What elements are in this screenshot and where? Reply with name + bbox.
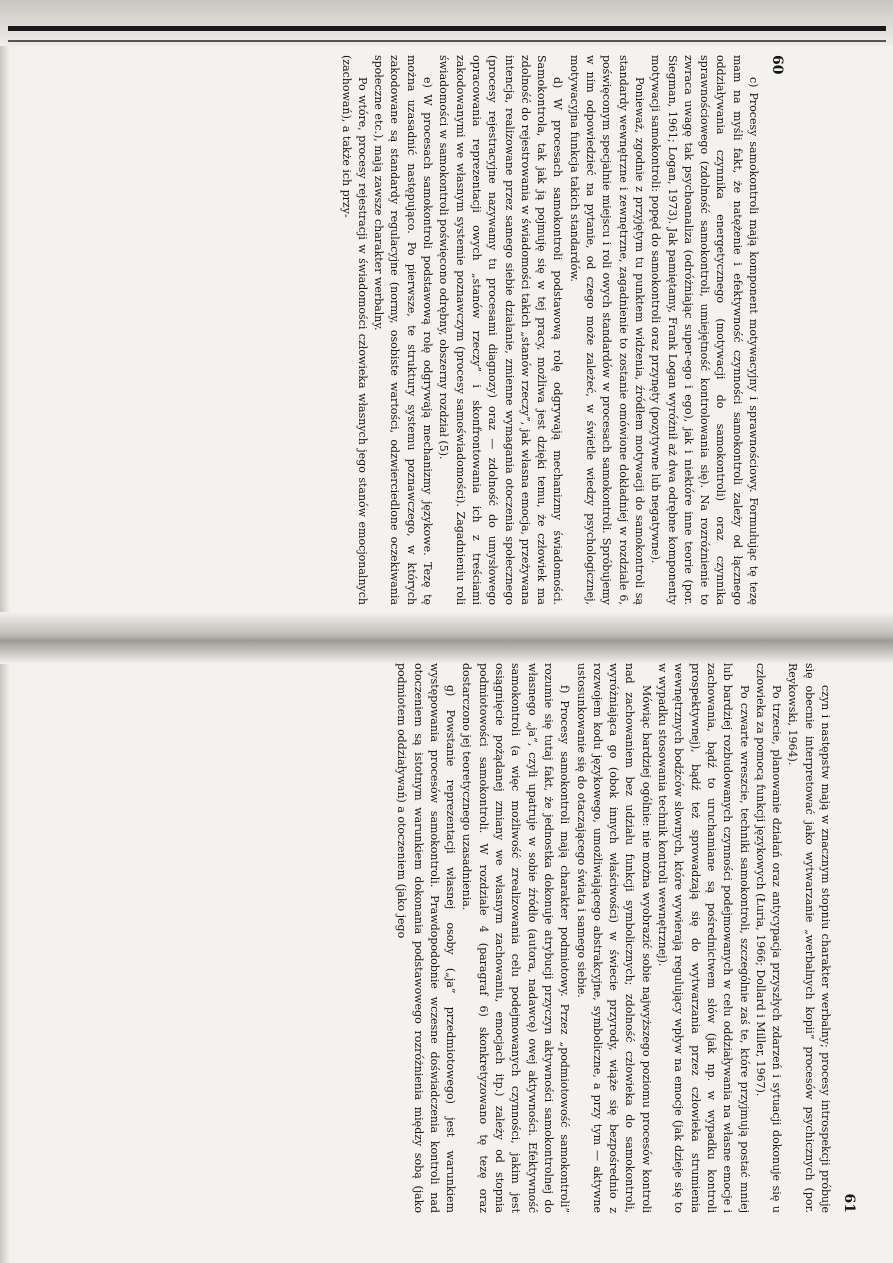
page-number: 60 bbox=[769, 55, 785, 75]
paragraph: c) Procesy samokontroli mają komponent motywacyjny i sprawnościowy. Formułując tę tezę mam na myśli fakt, że natężenie i efektywność czynności samokontroli zależy od łącznego oddziaływania czynnika energetycznego (motywacji do samokontroli) oraz czynnika sprawnościowego (zdolność samokontroli, umiejętność kontrolowania się). Na rozróżnienie to zwraca uwagę tak psychoanaliza (odróżniając super-ego i ego), jak i niektóre inne teorie (por. Siegman, 1961; Logan, 1973). Jak pamiętamy, Frank Logan wyróżnił aż dwa odrębne komponenty motywacji samokontroli: popęd do samokontroli oraz przynęty (pozytywne lub negatywne). bbox=[649, 55, 760, 605]
scan-binding-shadow bbox=[0, 0, 893, 46]
paragraph: Mówiąc bardziej ogólnie: nie można wyobrazić sobie najwyższego poziomu procesów kontroli nad zachowaniem bez udziału funkcji symbolicznych; zdolność człowieka do samokontroli, wyróżniająca go (obok innych właściwości) w świecie przyrody, wiąże się bezpośrednio z rozwojem kodu językowego, umożliwiającego abstrakcyjne, symboliczne, a przy tym — aktywne ustosunkowanie się do otaczającego świata i samego siebie. bbox=[574, 663, 653, 1213]
page-number: 61 bbox=[841, 1193, 857, 1213]
paragraph: g) Powstanie reprezentacji własnej osoby („ja” przedmiotowego) jest warunkiem występowania procesów samokontroli. Prawdopodobnie wczesne doświadczenia kontroli nad otoczeniem są istotnym warunkiem dokonania podstawowego rozróżnienia między sobą (jako podmiotem oddziaływań) a otoczeniem (jako jego bbox=[395, 663, 458, 1213]
book-gutter-shadow bbox=[0, 612, 893, 664]
paragraph: Ponieważ, zgodnie z przyjętym tu punktem widzenia, źródłem motywacji do samokontroli są standardy wewnętrzne i zewnętrzne, zagadnienie to zostanie omówione dokładniej w rozdziale 6, poświęconym specjalnie miejscu i roli owych standardów w procesach samokontroli. Spróbujemy w nim odpowiedzieć na pytanie, od czego może zależeć, w świetle wiedzy psychologicznej, motywacyjna funkcja takich standardów. bbox=[567, 55, 646, 605]
page-60 bbox=[0, 55, 785, 605]
paragraph: Po wtóre, procesy rejestracji w świadomości człowieka własnych jego stanów emocjonalnych (zachowań), a także ich przy- bbox=[339, 55, 369, 605]
page-text bbox=[393, 663, 833, 1213]
page-text bbox=[337, 55, 761, 605]
paragraph: czyn i następstw mają w znacznym stopniu charakter werbalny; procesy introspekcji próbuje się obecnie interpretować jako wytwarzanie „werbalnych kopii” procesów psychicznych (por. Reykowski, 1964). bbox=[786, 663, 832, 1213]
paragraph: f) Procesy samokontroli mają charakter podmiotowy. Przez „podmiotowość samokontroli” rozumie się tutaj fakt, że jednostka dokonuje atrybucji przyczyn aktywności samokontrolnej do własnego „ja”, czyli upatruje w sobie źródło (autora, nadawcę) owej aktywności. Efektywność samokontroli (a więc możliwość zrealizowania celu podejmowanych czynności, jakim jest osiągnięcie pożądanej zmiany we własnym zachowaniu, emocjach itp.) zależy od stopnia podmiotowości samokontroli. W rozdziale 4 (paragraf 6) skonkretyzowano tę tezę oraz dostarczono jej teoretycznego uzasadnienia. bbox=[460, 663, 572, 1213]
paragraph: Po trzecie, planowanie działań oraz antycypacja przyszłych zdarzeń i sytuacji dokonuje się u człowieka za pomocą funkcji językowych (Łuria, 1966; Dollard i Miller, 1967). bbox=[753, 663, 784, 1213]
paragraph: Po czwarte wreszcie, techniki samokontroli, szczególnie zaś te, które przyjmują postać mniej lub bardziej rozbudowanych czynności podejmowanych w celu oddziaływania na własne emocje i zachowania, bądź to uruchamiane są pośrednictwem słów (jak np. w wypadku kontroli prospektywnej), bądź też sprowadzają się do wytwarzania przez człowieka strumienia wewnętrznych bodźców słownych, które wywierają regulujący wpływ na emocje (jak dzieje się to w wypadku stosowania technik kontroli wewnętrznej). bbox=[656, 663, 751, 1213]
paragraph: d) W procesach samokontroli podstawową rolę odgrywają mechanizmy świadomości. Samokontrola, tak jak ją pojmuję się w tej pracy, możliwa jest dzięki temu, że człowiek ma zdolność do rejestrowania w świadomości takich „stanów rzeczy”, jak własna emocja, przeżywana intencja, realizowane przez samego siebie działanie, zmienne wymagania otoczenia społecznego (procesy rejestracyjne nazywamy tu procesami diagnozy) oraz — zdolność do umysłowego opracowania reprezentacji owych „stanów rzeczy” i skonfrontowania ich z treściami zakodowanymi we własnym systemie poznawczym (procesy samoświadomości). Zagadnieniu roli świadomości w samokontroli poświęcono odrębny, obszerny rozdział (5). bbox=[437, 55, 565, 605]
binding-line bbox=[8, 26, 886, 31]
paragraph: e) W procesach samokontroli podstawową rolę odgrywają mechanizmy językowe. Tezę tę można uzasadnić następująco. Po pierwsze, te struktury systemu poznawczego, w których zakodowane są standardy regulacyjne (normy, osobiste wartości, odzwierciedlone oczekiwania społeczne etc.), mają zawsze charakter werbalny. bbox=[372, 55, 435, 605]
binding-line-thin bbox=[8, 40, 886, 42]
page-61 bbox=[37, 663, 857, 1213]
